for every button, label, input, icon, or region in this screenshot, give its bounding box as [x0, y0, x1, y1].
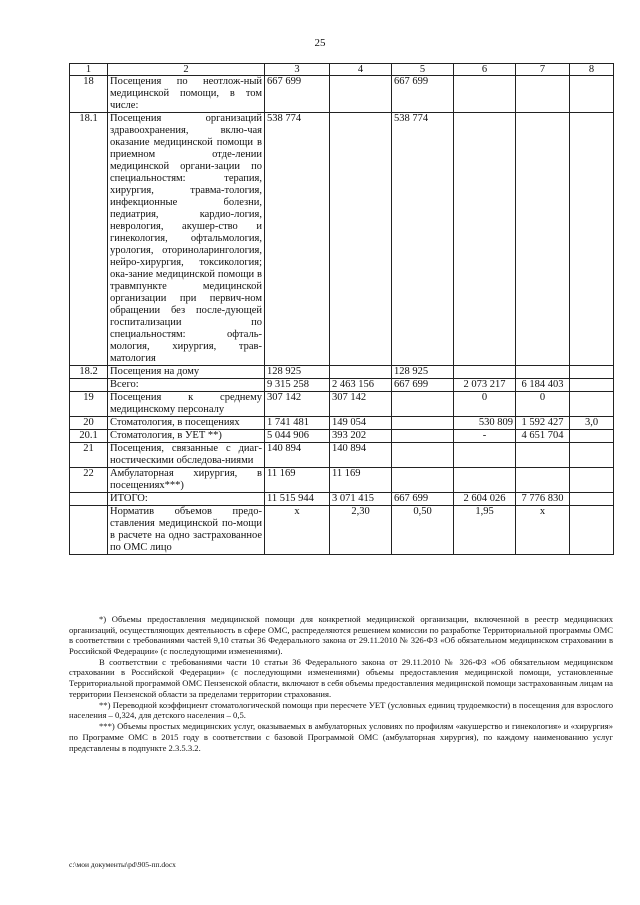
- cell-col7: 0: [516, 392, 570, 417]
- cell-col7: [516, 366, 570, 379]
- cell-col7: [516, 468, 570, 493]
- footnote-4: ***) Объемы простых медицинских услуг, оказываемых в амбулаторных условиях по профилям «акушерство и гинекология» и «хирургия» по Программе ОМС в 2015 году в соответствии с базовой Программой ОМС (амбулаторная хирургия), по каждому наименованию услуг представлены в подпункте 2.3.5.3.2.: [69, 721, 613, 753]
- cell-col4: 140 894: [330, 443, 392, 468]
- row-description: Всего:: [108, 379, 265, 392]
- cell-col6: [454, 76, 516, 113]
- cell-col3: 307 142: [265, 392, 330, 417]
- cell-col8: [570, 430, 614, 443]
- cell-col3: 140 894: [265, 443, 330, 468]
- row-number: [70, 493, 108, 506]
- cell-col6: 2 604 026: [454, 493, 516, 506]
- footnote-1: *) Объемы предоставления медицинской помощи для конкретной медицинской организации, включенной в реестр медицинских организаций, осуществляющих деятельность в сфере ОМС, распределяются решением комиссии по разработке Территориальной программы ОМС в соответствии с требованиями частей 9,10 статьи 36 Федерального закона от 29.11.2010 № 326-ФЗ «Об обязательном медицинском страховании в Российской Федерации» (с последующими изменениями).: [69, 614, 613, 656]
- cell-col4: 3 071 415: [330, 493, 392, 506]
- cell-col4: 393 202: [330, 430, 392, 443]
- cell-col4: 307 142: [330, 392, 392, 417]
- table-row: [70, 506, 614, 555]
- cell-col8: [570, 443, 614, 468]
- cell-col5: [392, 392, 454, 417]
- cell-col3: 11 169: [265, 468, 330, 493]
- cell-col8: 3,0: [570, 417, 614, 430]
- row-description: Посещения по неотлож-ный медицинской помощи, в том числе:: [108, 76, 265, 113]
- row-description: Стоматология, в УЕТ **): [108, 430, 265, 443]
- table-row: [70, 76, 614, 113]
- table-row: [70, 430, 614, 443]
- cell-col6: [454, 443, 516, 468]
- table-row: [70, 468, 614, 493]
- row-number: [70, 506, 108, 555]
- row-number: 21: [70, 443, 108, 468]
- cell-col5: [392, 430, 454, 443]
- cell-col3: х: [265, 506, 330, 555]
- row-number: 18: [70, 76, 108, 113]
- cell-col3: 538 774: [265, 113, 330, 366]
- footnotes: [69, 614, 613, 754]
- row-description: Посещения организаций здравоохранения, вклю-чая оказание медицинской помощи в приемном отде-лении медицинской органи-зации по специальностям: терапия, хирургия, травма-тология, инфекционные болезни, педиатрия, кардио-логия, неврология, акушер-ство и гинекология, офтальмология, урология, оториноларингология, нейро-хирургия, токсикология; ока-зание медицинской помощи в травмпункте медицинской организации при первич-ном обращении без после-дующей госпитализации по специальностям: офталь-мология, хирургия, трав-матология: [108, 113, 265, 366]
- volumes-table: [69, 63, 614, 555]
- cell-col7: [516, 113, 570, 366]
- cell-col6: [454, 113, 516, 366]
- cell-col7: [516, 443, 570, 468]
- column-header: 2: [108, 64, 265, 76]
- page-number: 25: [314, 37, 326, 49]
- table-row: [70, 379, 614, 392]
- cell-col8: [570, 379, 614, 392]
- cell-col8: [570, 506, 614, 555]
- cell-col8: [570, 366, 614, 379]
- column-header: 4: [330, 64, 392, 76]
- cell-col6: 1,95: [454, 506, 516, 555]
- cell-col4: [330, 366, 392, 379]
- cell-col5: [392, 468, 454, 493]
- row-description: Посещения на дому: [108, 366, 265, 379]
- cell-col5: 538 774: [392, 113, 454, 366]
- cell-col6: -: [454, 430, 516, 443]
- cell-col4: [330, 113, 392, 366]
- table-row: [70, 443, 614, 468]
- cell-col8: [570, 493, 614, 506]
- column-header: 3: [265, 64, 330, 76]
- table-row: [70, 392, 614, 417]
- cell-col5: 667 699: [392, 76, 454, 113]
- cell-col5: [392, 417, 454, 430]
- cell-col6: [454, 366, 516, 379]
- cell-col7: 6 184 403: [516, 379, 570, 392]
- cell-col6: 0: [454, 392, 516, 417]
- cell-col4: 2 463 156: [330, 379, 392, 392]
- cell-col5: 667 699: [392, 493, 454, 506]
- footnote-2: В соответствии с требованиями части 10 статьи 36 Федерального закона от 29.11.2010 № 326-ФЗ «Об обязательном медицинском страховании в Российской Федерации» (с последующими изменениями) объемы предоставления медицинской помощи, установленные Территориальной программой ОМС Пензенской области, включают в себя объемы предоставления медицинской помощи застрахованным лицам на территории Пензенской области за пределами территории страхования.: [69, 656, 613, 699]
- cell-col4: 149 054: [330, 417, 392, 430]
- cell-col3: 1 741 481: [265, 417, 330, 430]
- table-header-row: [70, 64, 614, 76]
- table-row: [70, 113, 614, 366]
- cell-col7: 1 592 427: [516, 417, 570, 430]
- row-number: 18.1: [70, 113, 108, 366]
- cell-col7: [516, 76, 570, 113]
- row-description: Посещения к среднему медицинскому персоналу: [108, 392, 265, 417]
- cell-col3: 9 315 258: [265, 379, 330, 392]
- cell-col7: 7 776 830: [516, 493, 570, 506]
- cell-col4: 11 169: [330, 468, 392, 493]
- cell-col4: 2,30: [330, 506, 392, 555]
- table-row: [70, 366, 614, 379]
- table-row: [70, 417, 614, 430]
- row-description: Посещения, связанные с диаг-ностическими обследова-ниями: [108, 443, 265, 468]
- row-number: 20: [70, 417, 108, 430]
- cell-col7: х: [516, 506, 570, 555]
- cell-col5: 128 925: [392, 366, 454, 379]
- cell-col4: [330, 76, 392, 113]
- cell-col8: [570, 468, 614, 493]
- row-description: Норматив объемов предо-ставления медицинской по-мощи в расчете на одно застрахованное по ОМС лицо: [108, 506, 265, 555]
- column-header: 7: [516, 64, 570, 76]
- column-header: 5: [392, 64, 454, 76]
- cell-col8: [570, 392, 614, 417]
- row-description: Стоматология, в посещениях: [108, 417, 265, 430]
- cell-col5: [392, 443, 454, 468]
- cell-col5: 667 699: [392, 379, 454, 392]
- cell-col5: 0,50: [392, 506, 454, 555]
- cell-col3: 5 044 906: [265, 430, 330, 443]
- column-header: 8: [570, 64, 614, 76]
- cell-col3: 667 699: [265, 76, 330, 113]
- row-number: [70, 379, 108, 392]
- table-row: [70, 493, 614, 506]
- cell-col8: [570, 113, 614, 366]
- cell-col6: 530 809: [454, 417, 516, 430]
- row-number: 19: [70, 392, 108, 417]
- cell-col3: 11 515 944: [265, 493, 330, 506]
- row-number: 20.1: [70, 430, 108, 443]
- row-number: 18.2: [70, 366, 108, 379]
- cell-col6: 2 073 217: [454, 379, 516, 392]
- column-header: 6: [454, 64, 516, 76]
- cell-col7: 4 651 704: [516, 430, 570, 443]
- file-path-footer: c:\мои документы\pd\905-пп.docx: [69, 860, 176, 869]
- column-header: 1: [70, 64, 108, 76]
- cell-col8: [570, 76, 614, 113]
- footnote-3: **) Переводной коэффициент стоматологической помощи при пересчете УЕТ (условных единиц трудоемкости) в посещения для взрослого населения – 0,324, для детского населения – 0,5.: [69, 699, 613, 721]
- row-description: ИТОГО:: [108, 493, 265, 506]
- row-number: 22: [70, 468, 108, 493]
- cell-col3: 128 925: [265, 366, 330, 379]
- cell-col6: [454, 468, 516, 493]
- row-description: Амбулаторная хирургия, в посещениях***): [108, 468, 265, 493]
